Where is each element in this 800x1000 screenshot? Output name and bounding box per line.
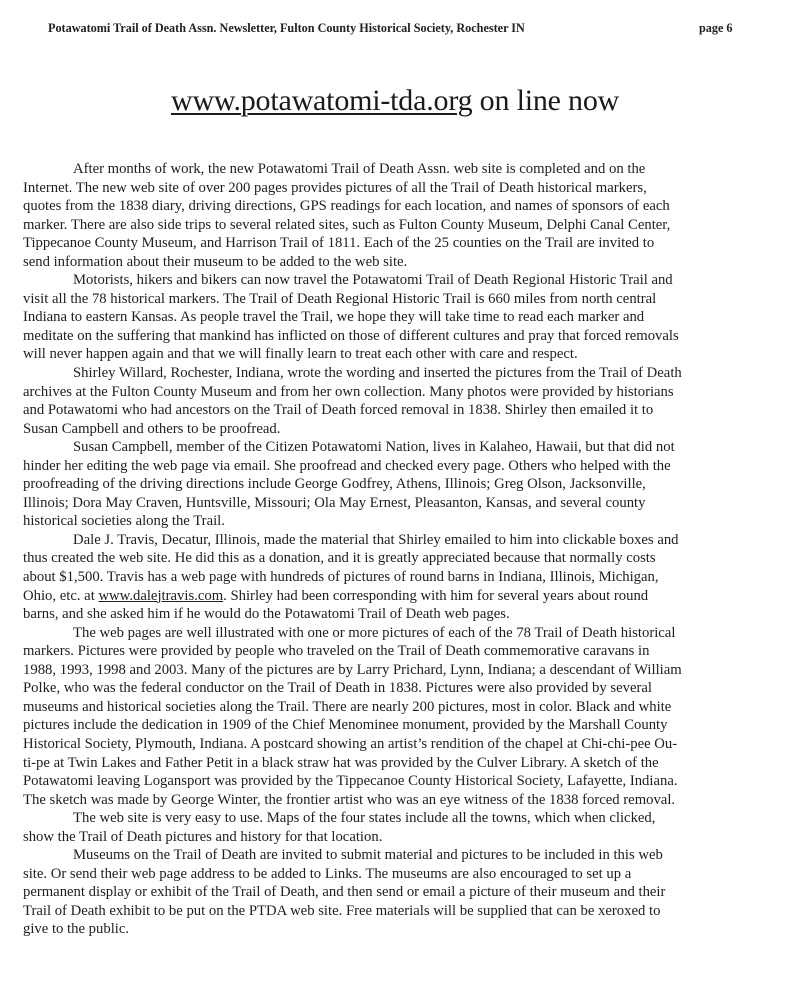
text-line: Tippecanoe County Museum, and Harrison Trail of 1811. Each of the 25 counties on the Trail are invited to bbox=[23, 235, 655, 252]
newsletter-header bbox=[48, 21, 753, 36]
paragraph-dale-travis bbox=[23, 531, 781, 624]
paragraph-web-site-completed bbox=[23, 160, 781, 271]
text-line: show the Trail of Death pictures and history for that location. bbox=[23, 828, 383, 845]
text-line: markers. Pictures were provided by people who traveled on the Trail of Death commemorative caravans in bbox=[23, 643, 650, 660]
text-line: barns, and she asked him if he would do the Potawatomi Trail of Death web pages. bbox=[23, 606, 510, 623]
paragraph-museums-invited bbox=[23, 846, 781, 939]
dalejtravis-link[interactable]: www.dalejtravis.com bbox=[98, 587, 224, 604]
text-line: Museums on the Trail of Death are invited to submit material and pictures to be included in this web bbox=[73, 847, 663, 864]
text-line: Historical Society, Plymouth, Indiana. A postcard showing an artist’s rendition of the chapel at Chi-chi-pee Ou- bbox=[23, 735, 678, 752]
text-line: 1988, 1993, 1998 and 2003. Many of the pictures are by Larry Prichard, Lynn, Indiana; a descendant of William bbox=[23, 661, 682, 678]
text-line: Potawatomi leaving Logansport was provided by the Tippecanoe County Historical Society, Lafayette, Indiana. bbox=[23, 773, 678, 790]
text-line: Susan Campbell and others to be proofread. bbox=[23, 420, 281, 437]
text-line: visit all the 78 historical markers. The Trail of Death Regional Historic Trail is 660 miles from north central bbox=[23, 290, 657, 307]
text-line: Trail of Death exhibit to be put on the PTDA web site. Free materials will be supplied that can be xeroxed to bbox=[23, 902, 661, 919]
article-title bbox=[171, 84, 619, 118]
text-line: Dale J. Travis, Decatur, Illinois, made the material that Shirley emailed to him into clickable boxes and bbox=[73, 531, 679, 548]
text-line: about $1,500. Travis has a web page with hundreds of pictures of round barns in Indiana, Illinois, Michigan, bbox=[23, 569, 659, 586]
text-line: send information about their museum to be added to the web site. bbox=[23, 253, 408, 270]
text-line: Susan Campbell, member of the Citizen Potawatomi Nation, lives in Kalaheo, Hawaii, but that did not bbox=[73, 439, 675, 456]
paragraph-susan-campbell bbox=[23, 438, 781, 531]
paragraph-easy-to-use bbox=[23, 809, 781, 846]
text-line: marker. There are also side trips to several related sites, such as Fulton County Museum, Delphi Canal Center, bbox=[23, 216, 671, 233]
page-number: page 6 bbox=[699, 21, 733, 35]
text-line: The web pages are well illustrated with one or more pictures of each of the 78 Trail of Death historical bbox=[73, 624, 676, 641]
text-line: Indiana to eastern Kansas. As people travel the Trail, we hope they will take time to read each marker and bbox=[23, 309, 645, 326]
text-line: historical societies along the Trail. bbox=[23, 513, 225, 530]
paragraph-web-pages-illustrated bbox=[23, 624, 781, 809]
title-rest: on line now bbox=[472, 84, 620, 117]
website-url-link[interactable]: www.potawatomi-tda.org bbox=[171, 84, 473, 117]
text-line: The web site is very easy to use. Maps of the four states include all the towns, which when clicked, bbox=[73, 810, 656, 827]
text-line: hinder her editing the web page via email. She proofread and checked every page. Others who helped with the bbox=[23, 457, 671, 474]
text-line: Illinois; Dora May Craven, Huntsville, Missouri; Ola May Ernest, Pleasanton, Kansas, and several county bbox=[23, 494, 646, 511]
text-line: archives at the Fulton County Museum and from her own collection. Many photos were provided by historians bbox=[23, 383, 674, 400]
text-line: pictures include the dedication in 1909 of the Chief Menominee monument, provided by the Marshall County bbox=[23, 717, 668, 734]
text-fragment: . Shirley had been corresponding with him for several years about round bbox=[223, 587, 649, 604]
text-line: site. Or send their web page address to be added to Links. The museums are also encouraged to set up a bbox=[23, 865, 632, 882]
article-body bbox=[23, 160, 781, 939]
text-line: ti-pe at Twin Lakes and Father Petit in a black straw hat was provided by the Culver Library. A sketch of the bbox=[23, 754, 659, 771]
text-line: meditate on the suffering that mankind has inflicted on those of different cultures and pray that forced removals bbox=[23, 327, 679, 344]
text-line: After months of work, the new Potawatomi Trail of Death Assn. web site is completed and on the bbox=[73, 161, 646, 177]
text-line: museums and historical societies along the Trail. There are nearly 200 pictures, most in color. Black and white bbox=[23, 698, 672, 715]
text-line: will never happen again and that we will finally learn to treat each other with care and respect. bbox=[23, 346, 578, 363]
header-text: Potawatomi Trail of Death Assn. Newsletter, Fulton County Historical Society, Rochester IN bbox=[48, 21, 525, 35]
text-line: thus created the web site. He did this as a donation, and it is greatly appreciated because that normally costs bbox=[23, 550, 656, 567]
paragraph-shirley-willard bbox=[23, 364, 781, 438]
text-line: Internet. The new web site of over 200 pages provides pictures of all the Trail of Death historical markers, bbox=[23, 179, 647, 196]
text-line: permanent display or exhibit of the Trail of Death, and then send or email a picture of their museum and their bbox=[23, 884, 666, 901]
text-line: and Potawatomi who had ancestors on the Trail of Death forced removal in 1838. Shirley then emailed it to bbox=[23, 402, 654, 419]
text-line-with-link bbox=[23, 587, 781, 606]
text-line: Polke, who was the federal conductor on the Trail of Death in 1838. Pictures were also provided by several bbox=[23, 680, 652, 697]
text-line: Shirley Willard, Rochester, Indiana, wrote the wording and inserted the pictures from the Trail of Death bbox=[73, 365, 682, 382]
text-line: Motorists, hikers and bikers can now travel the Potawatomi Trail of Death Regional Historic Trail and bbox=[73, 272, 673, 289]
paragraph-motorists bbox=[23, 271, 781, 364]
text-line: proofreading of the driving directions include George Godfrey, Athens, Illinois; Greg Olson, Jacksonville, bbox=[23, 476, 646, 493]
text-line: quotes from the 1838 diary, driving directions, GPS readings for each location, and names of sponsors of each bbox=[23, 198, 670, 215]
text-line: give to the public. bbox=[23, 921, 130, 938]
text-fragment: Ohio, etc. at bbox=[23, 587, 99, 604]
text-line: The sketch was made by George Winter, the frontier artist who was an eye witness of the 1838 forced removal. bbox=[23, 791, 676, 808]
